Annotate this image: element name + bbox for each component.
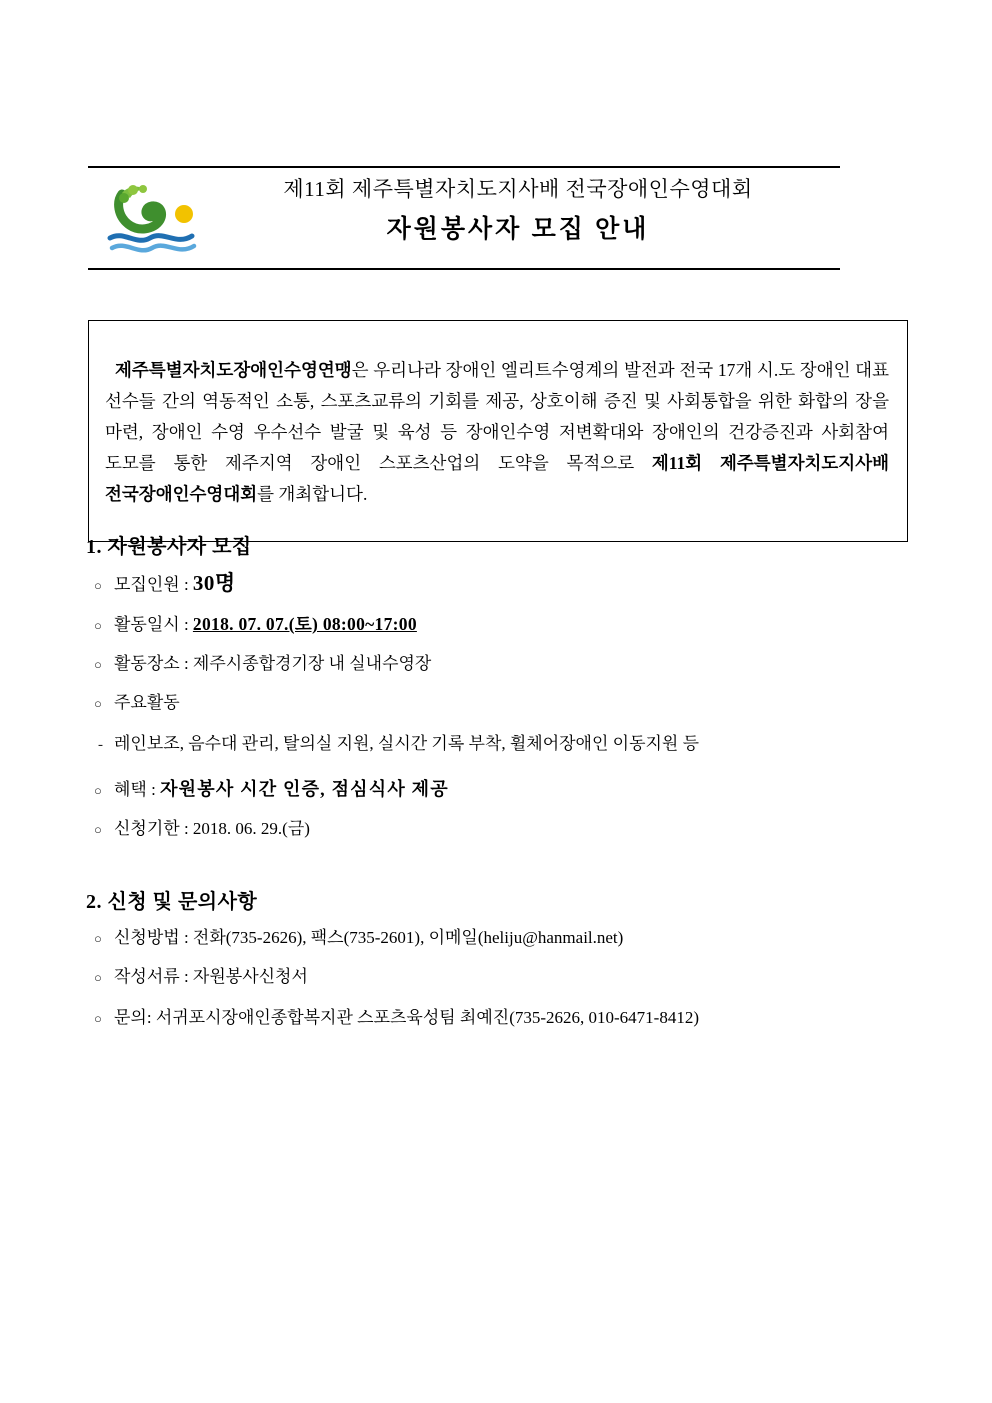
list-item-body	[114, 778, 928, 801]
list-item	[88, 653, 928, 676]
dash-bullet-icon: -	[98, 737, 103, 753]
circle-bullet-icon: ○	[94, 783, 102, 798]
circle-bullet-icon: ○	[94, 657, 102, 672]
list-item-label: 활동일시 :	[114, 615, 193, 634]
recruitment-list	[88, 572, 928, 857]
list-item-label: 문의:	[114, 1008, 156, 1027]
list-item-body	[114, 818, 928, 840]
list-item	[88, 733, 928, 756]
intro-paragraph	[105, 355, 889, 510]
list-item-value: 자원봉사 시간 인증, 점심식사 제공	[160, 779, 449, 799]
circle-bullet-icon: ○	[94, 618, 102, 633]
jeju-swimming-federation-logo-icon	[102, 180, 210, 258]
list-item	[88, 1007, 928, 1030]
list-item-value: 레인보조, 음수대 관리, 탈의실 지원, 실시간 기록 부착, 휠체어장애인 이동지원 등	[114, 734, 700, 753]
list-item-value: 서귀포시장애인종합복지관 스포츠육성팀 최예진(735-2626, 010-6471-8412)	[155, 1008, 699, 1027]
circle-bullet-icon: ○	[94, 696, 102, 711]
list-item-value: 2018. 07. 07.(토) 08:00~17:00	[192, 614, 417, 634]
list-item-label: 모집인원 :	[114, 575, 193, 594]
list-item-body	[114, 1007, 928, 1029]
list-item-value: 제주시종합경기장 내 실내수영장	[192, 654, 432, 673]
list-item-value: 30명	[192, 571, 236, 595]
list-item-value: 전화(735-2626), 팩스(735-2601), 이메일(heliju@hanmail.net)	[192, 928, 624, 947]
list-item	[88, 778, 928, 802]
list-item-value: 자원봉사신청서	[192, 967, 308, 986]
header-subtitle: 제11회 제주특별자치도지사배 전국장애인수영대회	[283, 177, 753, 201]
list-item-body	[114, 733, 928, 755]
page-title: 자원봉사자 모집 안내	[386, 216, 650, 243]
list-item	[88, 572, 928, 597]
list-item	[88, 966, 928, 989]
circle-bullet-icon: ○	[94, 578, 102, 593]
list-item-body	[114, 927, 928, 949]
list-item-body	[114, 653, 928, 675]
list-item-body	[114, 572, 928, 596]
circle-bullet-icon: ○	[94, 1011, 102, 1026]
list-item	[88, 692, 928, 715]
list-item-label: 신청기한 :	[114, 819, 193, 838]
list-item-body	[114, 692, 928, 714]
list-item-label: 혜택 :	[114, 780, 161, 799]
intro-body-1: 은 우리나라 장애인 엘리트수영계의 발전과 전국 17개 시.도 장애인 대표 선수들 간의 역동적인 소통, 스포츠교류의 기회를 제공, 상호이해 증진 및 사회통합을 위한 화합의 장을 마련, 장애인 수영 우수선수 발굴 및 육성 등 장애인수영 저변확대와 장애인의 건강증진과 사회참여 도모를 통한 제주지역 장애인 스포츠산업의 도약을 목적으로	[105, 359, 889, 473]
list-item-label: 작성서류 :	[114, 967, 193, 986]
circle-bullet-icon: ○	[94, 970, 102, 985]
list-item-label: 활동장소 :	[114, 654, 193, 673]
list-item	[88, 818, 928, 841]
list-item-label: 주요활동	[114, 693, 180, 712]
header-titles	[208, 174, 828, 250]
intro-body-2: 를 개최합니다.	[257, 483, 368, 504]
application-list	[88, 927, 928, 1046]
document-header	[88, 166, 840, 270]
list-item-label: 신청방법 :	[114, 928, 193, 947]
section-title-recruitment: 1. 자원봉사자 모집	[86, 536, 252, 558]
intro-box	[88, 320, 908, 542]
circle-bullet-icon: ○	[94, 822, 102, 837]
event-name: 제11회 제주특별자치도지사배 전국장애인수영대회	[105, 452, 889, 504]
section-title-application: 2. 신청 및 문의사항	[86, 891, 258, 913]
circle-bullet-icon: ○	[94, 931, 102, 946]
list-item-body	[114, 613, 928, 636]
list-item-value: 2018. 06. 29.(금)	[192, 819, 310, 838]
org-name: 제주특별자치도장애인수영연맹	[115, 359, 352, 380]
list-item	[88, 613, 928, 637]
list-item	[88, 927, 928, 950]
list-item-body	[114, 966, 928, 988]
